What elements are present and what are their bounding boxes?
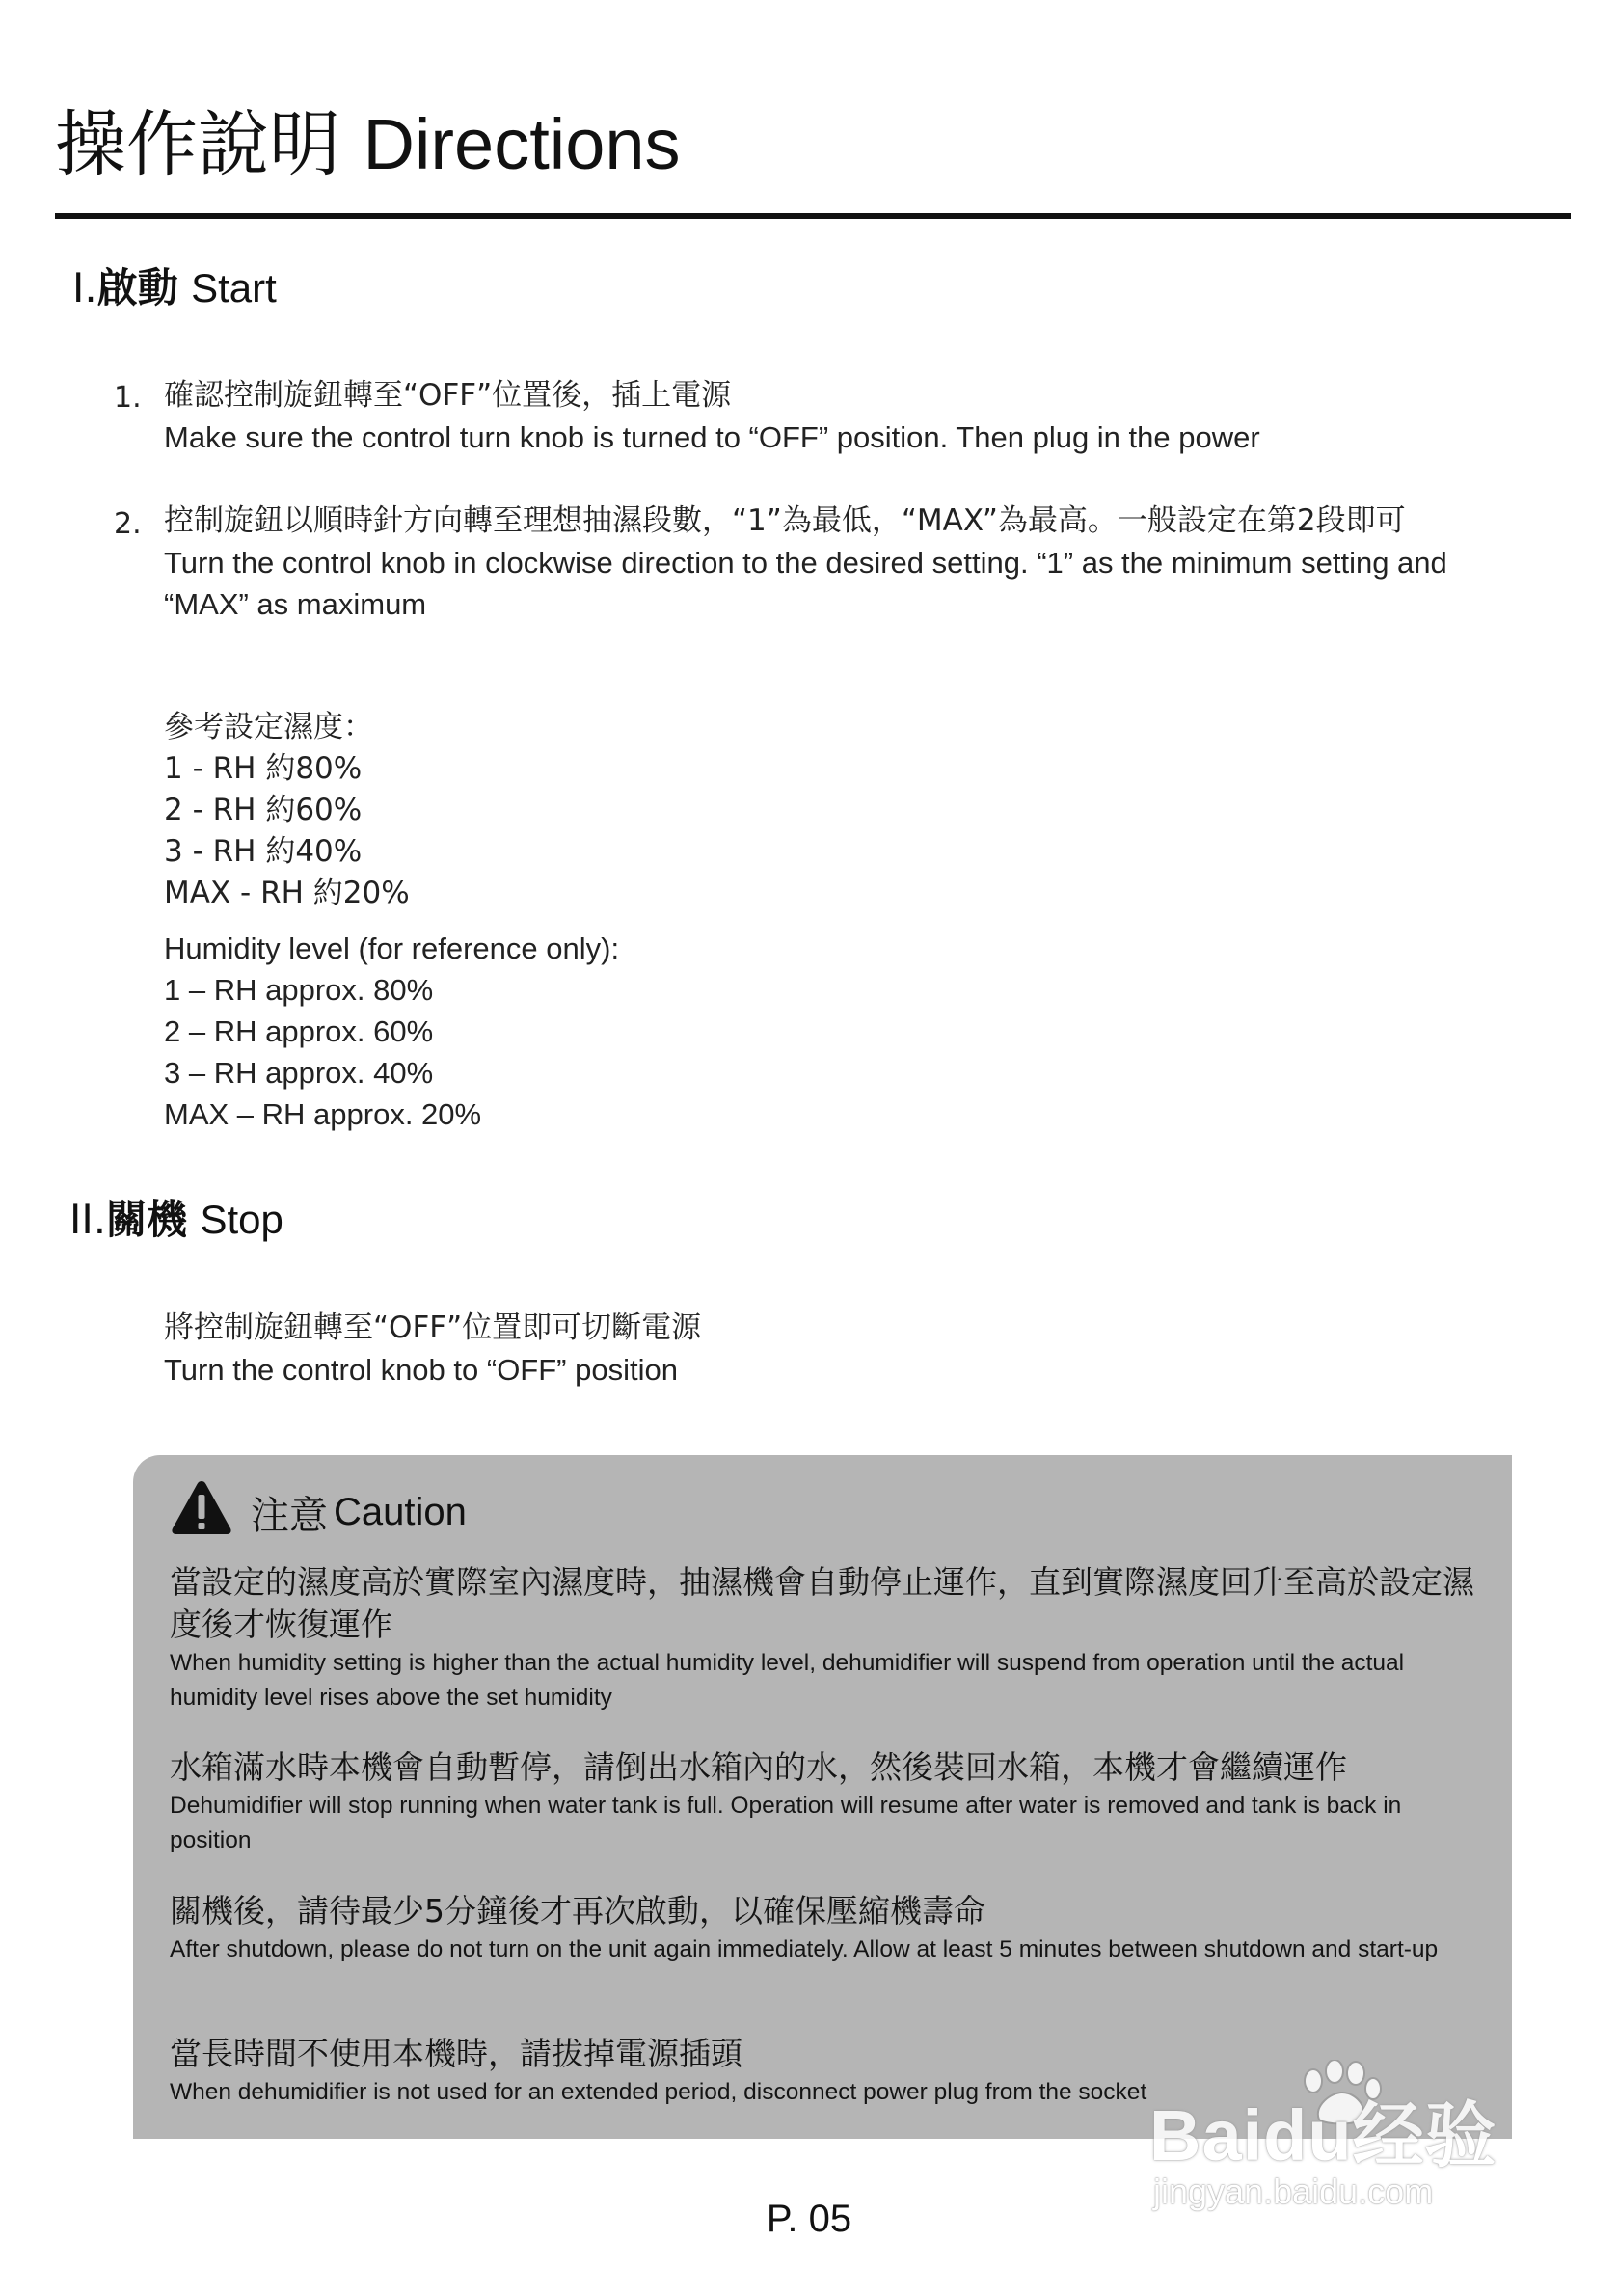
reference-zh-title: 參考設定濕度： [164,710,373,744]
step-2-zh: 控制旋鈕以順時針方向轉至理想抽濕段數，“1”為最低，“MAX”為最高。一般設定在第2段即可 [164,503,1406,538]
caution-item-zh: 當長時間不使用本機時，請拔掉電源插頭 [170,2035,742,2072]
reference-zh-level: 1 - RH 約80% [164,751,363,786]
watermark-brand: Baidu经验 [1149,2095,1497,2175]
step-2 [164,500,1495,625]
page-number: P. 05 [766,2198,852,2240]
stop-instruction-en: Turn the control knob to “OFF” position [164,1353,678,1387]
step-number: 1. [114,381,142,415]
section-start-heading-zh: 啟動 [96,264,178,311]
reference-zh-level: 2 - RH 約60% [164,793,363,827]
caution-heading-zh: 注意 [251,1493,328,1538]
section-stop-number: II. [69,1196,107,1243]
warning-triangle-icon [170,1478,251,1546]
baidu-watermark [1138,2052,1543,2216]
stop-instruction-zh: 將控制旋鈕轉至“OFF”位置即可切斷電源 [164,1310,702,1345]
caution-item-en: When humidity setting is higher than the actual humidity level, dehumidifier will suspend from operation until the actual humidity level rises above the set humidity [170,1650,1405,1711]
page-title [55,101,681,188]
caution-panel [133,1455,1512,2139]
reference-zh-level: MAX - RH 約20% [164,876,410,910]
caution-item [170,1561,1481,1715]
section-start-heading-en: Start [191,265,277,311]
section-start-heading [72,262,277,314]
section-stop-heading-en: Stop [200,1197,283,1242]
reference-en-level: 1 – RH approx. 80% [164,973,434,1007]
reference-zh [164,707,410,914]
step-number: 2. [114,507,142,541]
caution-heading [170,1478,467,1546]
step-2-en: Turn the control knob in clockwise direction to the desired setting. “1” as the minimum setting and “MAX” as maximum [164,546,1447,621]
reference-en [164,928,619,1135]
caution-item-en: When dehumidifier is not used for an extended period, disconnect power plug from the socket [170,2079,1147,2105]
page-title-zh: 操作說明 [55,103,340,186]
caution-item-en: Dehumidifier will stop running when water tank is full. Operation will resume after water is removed and tank is back in position [170,1793,1402,1853]
section-stop-heading-zh: 關機 [106,1196,188,1243]
caution-item [170,1746,1481,1858]
caution-item-zh: 水箱滿水時本機會自動暫停，請倒出水箱內的水，然後裝回水箱，本機才會繼續運作 [170,1748,1347,1786]
caution-item-zh: 當設定的濕度高於實際室內濕度時，抽濕機會自動停止運作，直到實際濕度回升至高於設定濕度後才恢復運作 [170,1563,1474,1643]
section-stop-heading [69,1194,283,1246]
caution-heading-en: Caution [334,1490,467,1533]
step-1-zh: 確認控制旋鈕轉至“OFF”位置後，插上電源 [164,378,732,413]
reference-en-title: Humidity level (for reference only): [164,932,620,965]
watermark-url: jingyan.baidu.com [1153,2172,1434,2211]
stop-instruction [164,1308,1514,1391]
caution-item-zh: 關機後，請待最少5分鐘後才再次啟動，以確保壓縮機壽命 [170,1892,985,1930]
reference-en-level: 3 – RH approx. 40% [164,1056,434,1090]
reference-en-level: MAX – RH approx. 20% [164,1097,482,1131]
reference-en-level: 2 – RH approx. 60% [164,1014,434,1048]
section-start-number: I. [72,264,97,311]
page-title-en: Directions [363,104,681,184]
caution-item-en: After shutdown, please do not turn on the unit again immediately. Allow at least 5 minutes between shutdown and start-up [170,1936,1439,1962]
step-1 [164,375,1514,458]
title-divider [55,213,1571,219]
caution-item [170,1890,1481,1967]
reference-zh-level: 3 - RH 約40% [164,834,363,869]
step-1-en: Make sure the control turn knob is turned to “OFF” position. Then plug in the power [164,420,1260,454]
